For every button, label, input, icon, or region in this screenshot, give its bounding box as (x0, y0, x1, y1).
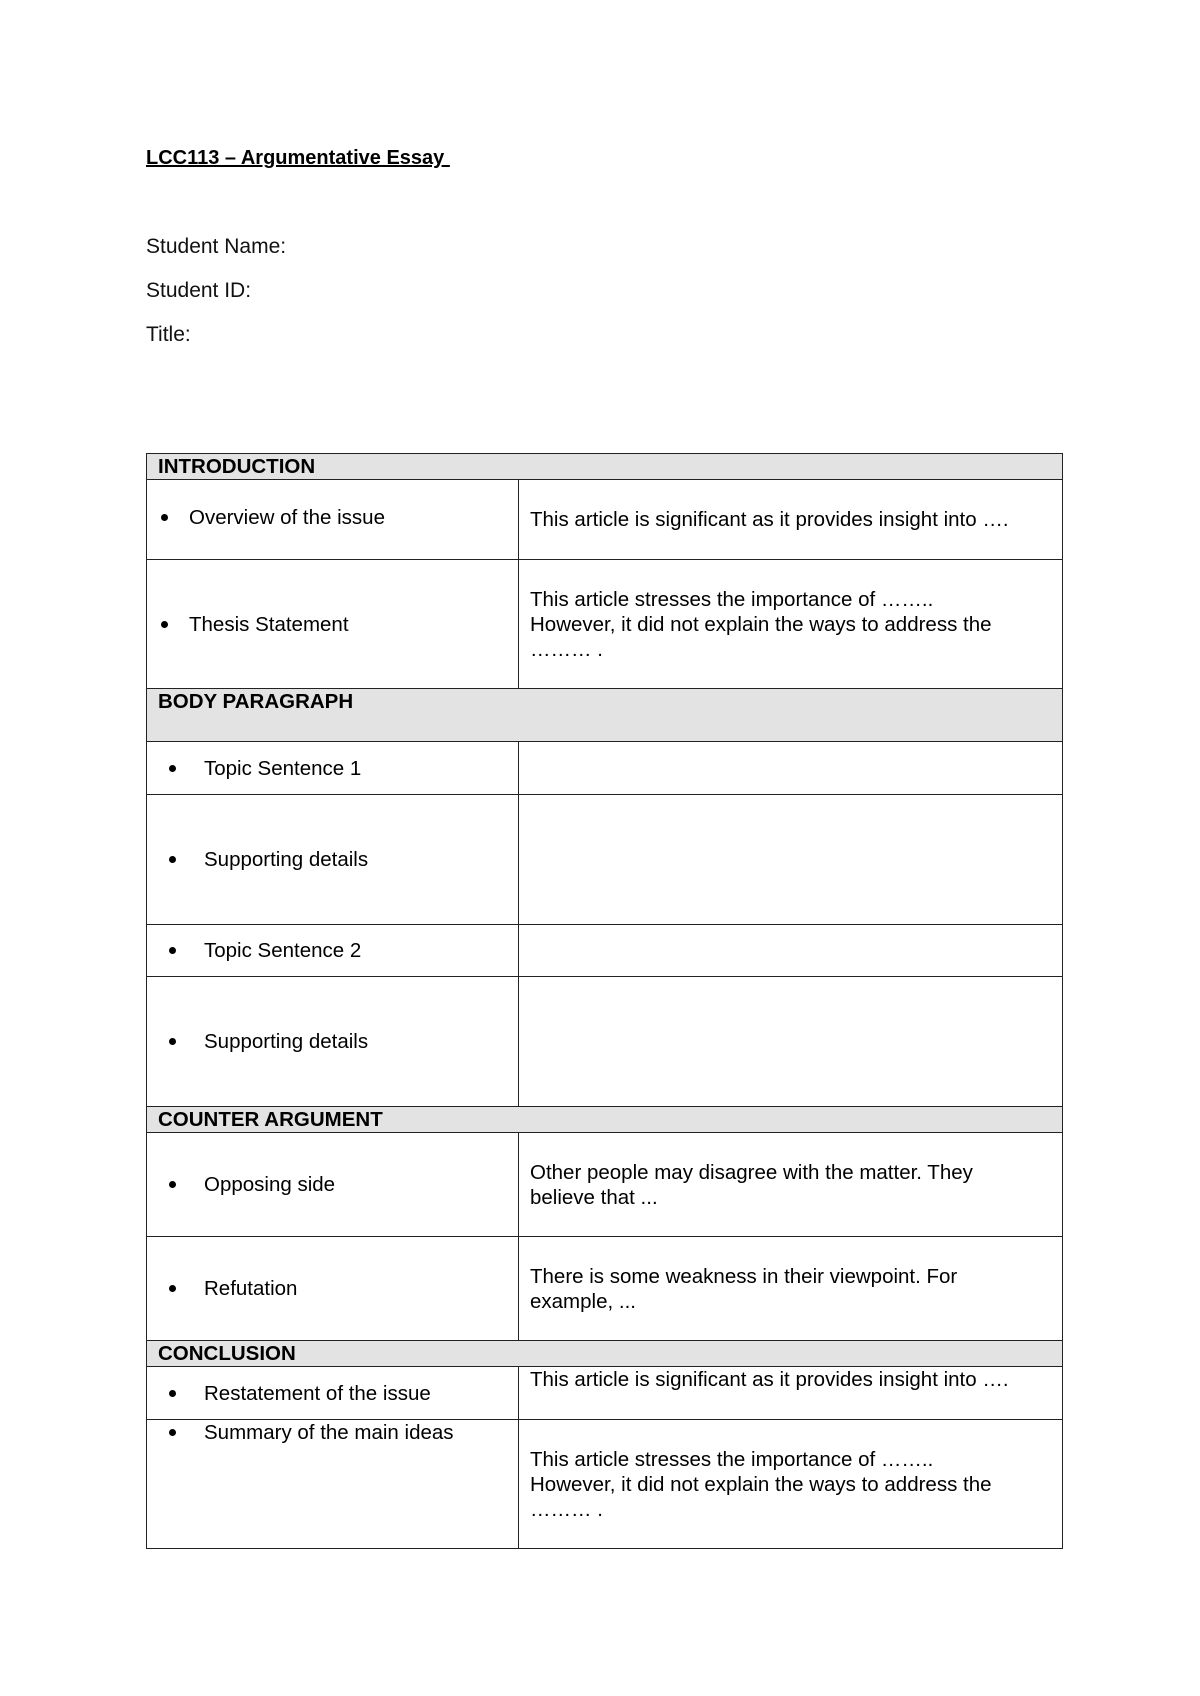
thesis-text-line1: This article stresses the importance of …….. (530, 587, 934, 611)
bullet-icon (169, 947, 176, 954)
restatement-label-cell (147, 1367, 519, 1420)
table-row (147, 1133, 1063, 1237)
refutation-label-cell (147, 1237, 519, 1341)
thesis-text-line2: However, it did not explain the ways to address the (530, 612, 992, 636)
overview-label-cell (147, 480, 519, 560)
table-row (147, 560, 1063, 689)
bullet-icon (161, 621, 168, 628)
thesis-content-cell[interactable] (519, 560, 1063, 689)
opposing-label: Opposing side (204, 1173, 336, 1196)
bullet-icon (169, 1181, 176, 1188)
opposing-text-line2: believe that ... (530, 1185, 658, 1209)
support1-label-cell (147, 795, 519, 925)
overview-content-cell[interactable] (519, 480, 1063, 560)
bullet-icon (169, 1285, 176, 1292)
section-header-row (147, 1107, 1063, 1133)
summary-label-cell (147, 1420, 519, 1549)
body-paragraph-heading: BODY PARAGRAPH (147, 689, 1063, 742)
counter-argument-heading: COUNTER ARGUMENT (147, 1107, 1063, 1133)
thesis-text-line3: ……… . (530, 637, 603, 661)
thesis-label-cell (147, 560, 519, 689)
table-row (147, 742, 1063, 795)
opposing-label-cell (147, 1133, 519, 1237)
table-row (147, 1367, 1063, 1420)
table-row (147, 480, 1063, 560)
topic1-label-cell (147, 742, 519, 795)
bullet-icon (161, 514, 168, 521)
bullet-icon (169, 856, 176, 863)
thesis-label: Thesis Statement (189, 612, 349, 636)
table-row (147, 977, 1063, 1107)
table-row (147, 1420, 1063, 1549)
table-row (147, 795, 1063, 925)
support2-label-cell (147, 977, 519, 1107)
refutation-content-cell[interactable] (519, 1237, 1063, 1341)
essay-outline-table (146, 453, 1063, 1549)
topic2-label-cell (147, 925, 519, 977)
section-header-row (147, 1341, 1063, 1367)
conclusion-heading: CONCLUSION (147, 1341, 1063, 1367)
introduction-heading: INTRODUCTION (147, 454, 1063, 480)
support1-content-cell[interactable] (519, 795, 1063, 925)
topic2-label: Topic Sentence 2 (204, 939, 362, 962)
summary-text-line3: ……… . (530, 1497, 603, 1521)
support2-content-cell[interactable] (519, 977, 1063, 1107)
bullet-icon (169, 1038, 176, 1045)
restatement-text: This article is significant as it provides insight into …. (530, 1368, 1009, 1391)
refutation-text-line1: There is some weakness in their viewpoint. For (530, 1264, 958, 1288)
student-name-label: Student Name: (146, 235, 287, 258)
summary-content-cell[interactable] (519, 1420, 1063, 1549)
summary-label: Summary of the main ideas (204, 1421, 454, 1444)
topic2-content-cell[interactable] (519, 925, 1063, 977)
opposing-content-cell[interactable] (519, 1133, 1063, 1237)
table-row (147, 925, 1063, 977)
restatement-label: Restatement of the issue (204, 1381, 431, 1405)
restatement-content-cell[interactable] (519, 1367, 1063, 1420)
topic1-content-cell[interactable] (519, 742, 1063, 795)
summary-text-line1: This article stresses the importance of …….. (530, 1447, 934, 1471)
section-header-row (147, 454, 1063, 480)
bullet-icon (169, 1390, 176, 1397)
title-label: Title: (146, 323, 191, 346)
support1-label: Supporting details (204, 848, 369, 871)
bullet-icon (169, 765, 176, 772)
overview-text: This article is significant as it provides insight into …. (530, 508, 1009, 531)
table-row (147, 1237, 1063, 1341)
refutation-text-line2: example, ... (530, 1289, 636, 1313)
support2-label: Supporting details (204, 1030, 369, 1053)
overview-label: Overview of the issue (189, 506, 385, 529)
summary-text-line2: However, it did not explain the ways to address the (530, 1472, 992, 1496)
bullet-icon (169, 1429, 176, 1436)
refutation-label: Refutation (204, 1277, 298, 1300)
student-id-label: Student ID: (146, 279, 252, 302)
opposing-text-line1: Other people may disagree with the matter. They (530, 1160, 973, 1184)
topic1-label: Topic Sentence 1 (204, 756, 362, 780)
document-title: LCC113 – Argumentative Essay (146, 147, 450, 169)
section-header-row (147, 689, 1063, 742)
